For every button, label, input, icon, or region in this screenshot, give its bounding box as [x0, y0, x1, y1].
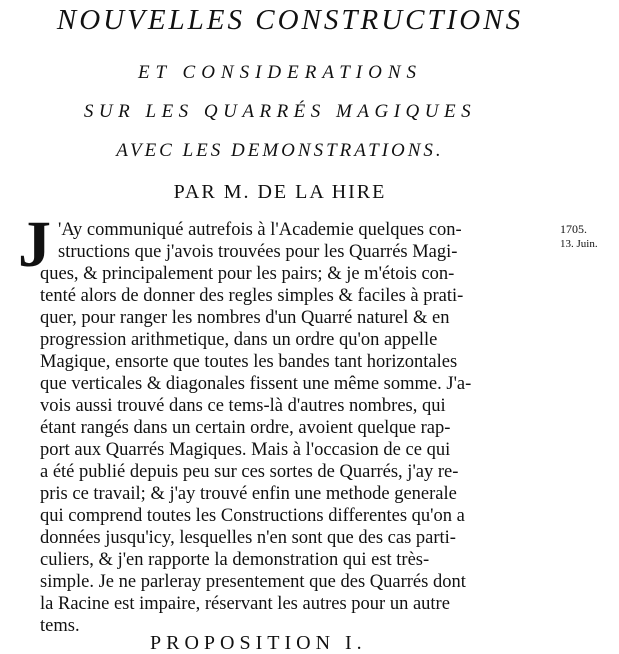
body-line: progression arithmetique, dans un ordre qu'on appelle: [40, 330, 438, 350]
body-line: port aux Quarrés Magiques. Mais à l'occasion de ce qui: [40, 440, 451, 460]
drop-cap: J: [18, 208, 51, 281]
body-line: tems.: [40, 616, 80, 636]
body-line: Magique, ensorte que toutes les bandes tant horizontales: [40, 352, 458, 372]
body-line: structions que j'avois trouvées pour les Quarrés Magi-: [58, 242, 458, 262]
body-line: a été publié depuis peu sur ces sortes de Quarrés, j'ay re-: [40, 462, 459, 482]
body-line: étant rangés dans un certain ordre, avoient quelque rap-: [40, 418, 451, 438]
body-line: simple. Je ne parleray presentement que des Quarrés dont: [40, 572, 466, 592]
body-line: données jusqu'icy, lesquelles n'en sont que des cas parti-: [40, 528, 456, 548]
body-line: tenté alors de donner des regles simples & faciles à prati-: [40, 286, 464, 306]
body-line: culiers, & j'en rapporte la demonstration qui est très-: [40, 550, 430, 570]
margin-year: 1705.: [560, 222, 587, 236]
title-line-3: SUR LES QUARRÉS MAGIQUES: [83, 101, 477, 122]
body-line: que verticales & diagonales fissent une même somme. J'a-: [40, 374, 472, 394]
margin-date: 13. Juin.: [560, 238, 598, 250]
title-line-4: AVEC LES DEMONSTRATIONS.: [116, 140, 444, 161]
body-line: vois aussi trouvé dans ce tems-là d'autres nombres, qui: [40, 396, 446, 416]
author-line: PAR M. DE LA HIRE: [173, 181, 387, 203]
body-line: pris ce travail; & j'ay trouvé enfin une methode generale: [40, 484, 457, 504]
body-line: quer, pour ranger les nombres d'un Quarré naturel & en: [40, 308, 450, 328]
body-line: la Racine est impaire, réservant les autres pour un autre: [40, 594, 450, 614]
next-heading-cut-off: PROPOSITION I.: [150, 632, 367, 654]
title-line-2: ET CONSIDERATIONS: [137, 62, 423, 83]
body-line: qui comprend toutes les Constructions differentes qu'on a: [40, 506, 465, 526]
title-line-1: NOUVELLES CONSTRUCTIONS: [56, 4, 524, 36]
body-line: ques, & principalement pour les pairs; & je m'étois con-: [40, 264, 455, 284]
body-line: 'Ay communiqué autrefois à l'Academie quelques con-: [58, 220, 462, 240]
